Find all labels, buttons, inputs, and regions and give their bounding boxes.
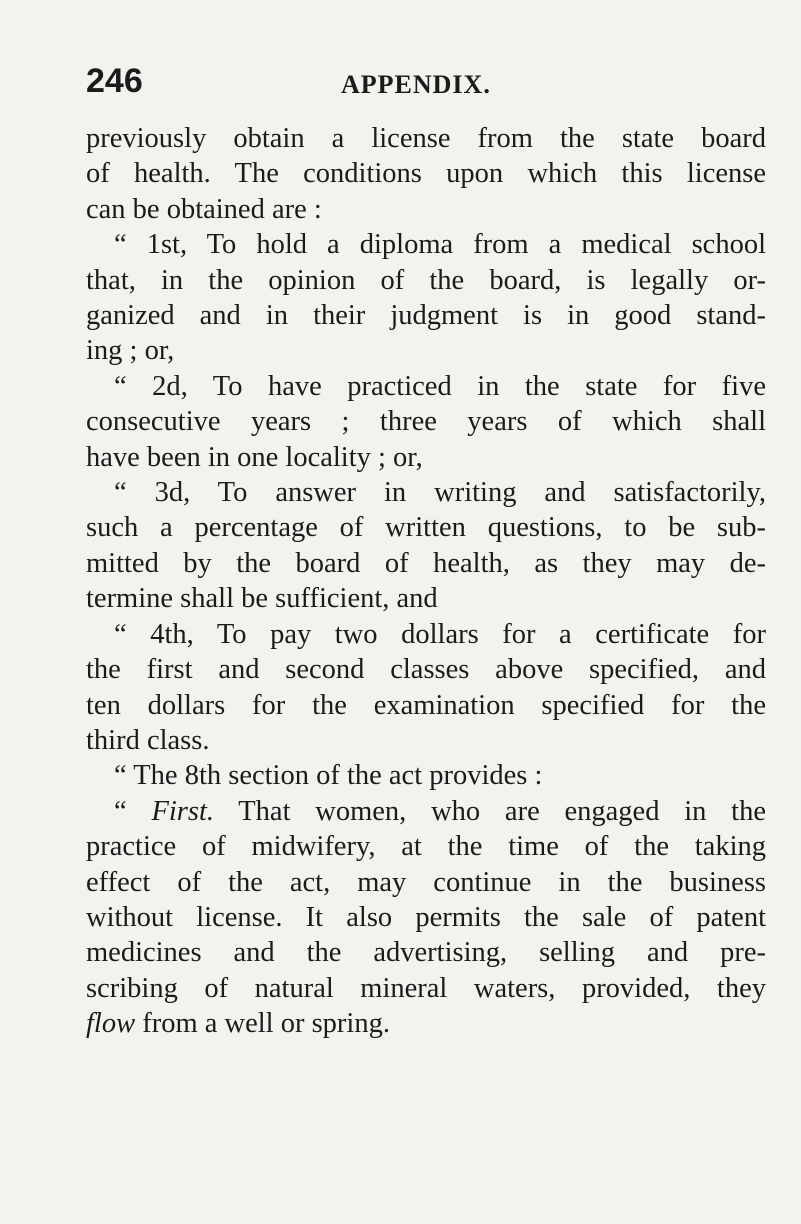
text-line — [86, 794, 766, 829]
text-line: that, in the opinion of the board, is legally or- — [86, 264, 766, 296]
text-line: mitted by the board of health, as they may de- — [86, 547, 766, 579]
text-line: third class. — [86, 724, 210, 756]
text-line: such a percentage of written questions, to be sub- — [86, 512, 766, 544]
text-line: of health. The conditions upon which this license — [86, 158, 766, 190]
line-rest: That women, who are engaged in the — [214, 795, 766, 827]
text-line: effect of the act, may continue in the business — [86, 866, 766, 898]
text-line: ing ; or, — [86, 335, 175, 367]
text-line: consecutive years ; three years of which shall — [86, 406, 766, 438]
text-line: scribing of natural mineral waters, provided, they — [86, 972, 766, 1004]
running-head: APPENDIX. — [341, 70, 491, 99]
text-line: ganized and in their judgment is in good stand- — [86, 300, 766, 332]
text-line: termine shall be sufficient, and — [86, 583, 438, 615]
italic-word: flow — [86, 1008, 136, 1040]
page-number: 246 — [86, 62, 143, 100]
text-line: “ The 8th section of the act provides : — [114, 760, 543, 792]
text-line: medicines and the advertising, selling and pre- — [86, 937, 766, 969]
text-line: can be obtained are : — [86, 193, 322, 225]
body-text — [86, 121, 766, 1042]
page-header — [86, 62, 766, 102]
text-line: “ 4th, To pay two dollars for a certificate for — [114, 618, 766, 650]
text-line: have been in one locality ; or, — [86, 441, 423, 473]
text-line: previously obtain a license from the state board — [86, 123, 766, 154]
text-line: “ 2d, To have practiced in the state for five — [114, 370, 766, 402]
text-line: “ 1st, To hold a diploma from a medical school — [114, 229, 766, 261]
text-line: without license. It also permits the sale of patent — [86, 901, 766, 933]
text-line: ten dollars for the examination specified for the — [86, 689, 766, 721]
italic-word: First. — [151, 795, 214, 827]
text-line: “ 3d, To answer in writing and satisfactorily, — [114, 477, 766, 509]
opening-quote: “ — [114, 795, 152, 827]
text-line — [86, 1006, 766, 1041]
text-line: the first and second classes above specified, and — [86, 654, 766, 686]
text-line: practice of midwifery, at the time of the taking — [86, 831, 766, 863]
line-rest: from a well or spring. — [135, 1008, 390, 1040]
